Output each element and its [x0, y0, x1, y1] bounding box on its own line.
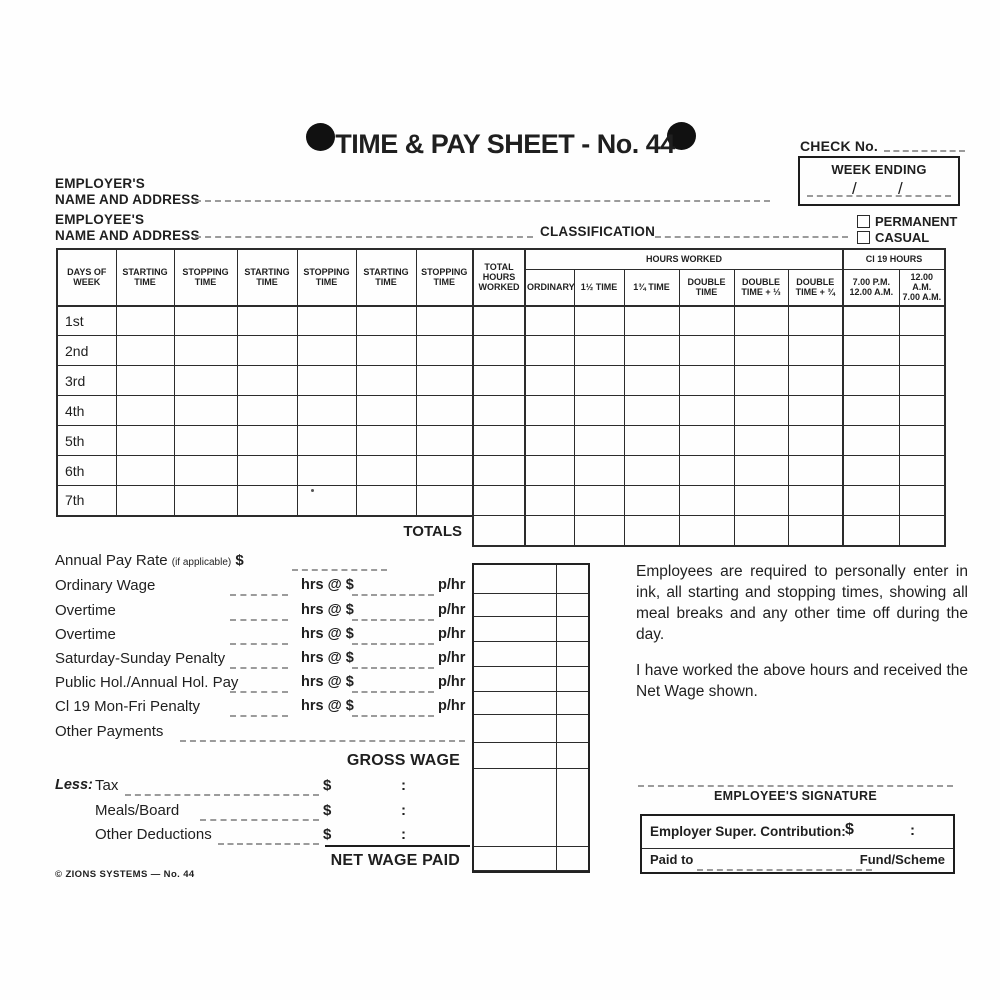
col-stopping-time: STOPPING TIME	[174, 249, 237, 306]
permanent-label: PERMANENT	[875, 214, 958, 229]
time-entry-cell[interactable]	[788, 306, 843, 336]
cents-colon: :	[401, 802, 406, 819]
group-hours-worked: HOURS WORKED	[525, 249, 843, 269]
time-entry-cell[interactable]	[473, 456, 525, 486]
time-entry-cell[interactable]	[116, 456, 174, 486]
rate-field[interactable]	[352, 665, 434, 669]
annual-pay-rate-field[interactable]	[292, 567, 387, 571]
time-entry-cell[interactable]	[174, 336, 237, 366]
dollar-sign: $	[323, 777, 332, 794]
hours-field[interactable]	[230, 713, 288, 717]
notice-text	[636, 561, 968, 717]
other-payments-field[interactable]	[180, 738, 465, 742]
time-entry-cell[interactable]	[416, 306, 473, 336]
day-label: 7th	[57, 486, 116, 516]
col-starting-time: STARTING TIME	[116, 249, 174, 306]
time-entry-cell[interactable]	[473, 396, 525, 426]
form-title: TIME & PAY SHEET - No. 44	[335, 129, 675, 159]
col-days-of-week: DAYS OF WEEK	[57, 249, 116, 306]
per-hr-label: p/hr	[438, 577, 466, 593]
totals-cell[interactable]	[734, 516, 788, 546]
timesheet-table	[56, 248, 946, 547]
time-entry-cell[interactable]	[174, 396, 237, 426]
time-entry-cell[interactable]	[473, 426, 525, 456]
day-label: 5th	[57, 426, 116, 456]
check-no-row	[800, 138, 965, 154]
deduction-row-tax	[55, 777, 465, 797]
time-entry-cell[interactable]	[788, 456, 843, 486]
wage-row-ordinary	[55, 577, 465, 597]
time-entry-cell[interactable]	[734, 306, 788, 336]
totals-label: TOTALS	[403, 522, 462, 540]
time-entry-cell[interactable]	[356, 366, 416, 396]
casual-checkbox[interactable]	[857, 231, 870, 244]
cents-colon: :	[401, 826, 406, 843]
week-ending-date-field[interactable]	[807, 195, 951, 197]
other-payments-row	[55, 723, 465, 743]
per-hr-label: p/hr	[438, 626, 466, 642]
rate-field[interactable]	[352, 641, 434, 645]
employer-name-field[interactable]	[195, 198, 770, 202]
col-stopping-time: STOPPING TIME	[416, 249, 473, 306]
wage-row-public-holiday	[55, 674, 465, 694]
rate-field[interactable]	[352, 617, 434, 621]
hrs-at-label: hrs @ $	[301, 650, 354, 666]
time-entry-cell[interactable]	[356, 486, 416, 516]
amounts-grid	[472, 563, 590, 873]
timesheet-row	[57, 396, 945, 426]
time-entry-cell[interactable]	[624, 306, 679, 336]
time-entry-cell[interactable]	[525, 336, 574, 366]
time-entry-cell[interactable]	[679, 426, 734, 456]
meals-board-field[interactable]	[200, 817, 319, 821]
col-cl19-evening: 7.00 P.M. 12.00 A.M.	[843, 269, 899, 306]
super-contribution-box	[640, 814, 955, 874]
check-no-label: CHECK No.	[800, 138, 879, 154]
employee-signature-label: EMPLOYEE'S SIGNATURE	[714, 789, 877, 803]
hrs-at-label: hrs @ $	[301, 577, 354, 593]
time-entry-cell[interactable]	[473, 306, 525, 336]
gross-wage-amount-cell[interactable]	[474, 743, 588, 769]
time-entry-cell[interactable]	[297, 306, 356, 336]
col-starting-time: STARTING TIME	[237, 249, 297, 306]
time-entry-cell[interactable]	[734, 336, 788, 366]
amount-cell[interactable]	[474, 594, 588, 617]
amount-cell[interactable]	[474, 642, 588, 667]
time-entry-cell[interactable]	[297, 396, 356, 426]
time-entry-cell[interactable]	[116, 426, 174, 456]
per-hr-label: p/hr	[438, 602, 466, 618]
col-ordinary: ORDINARY	[525, 269, 574, 306]
time-entry-cell[interactable]	[525, 486, 574, 516]
time-entry-cell[interactable]	[116, 306, 174, 336]
amount-cell[interactable]	[474, 667, 588, 692]
wage-label: Ordinary Wage	[55, 577, 156, 594]
time-entry-cell[interactable]	[416, 486, 473, 516]
totals-cell[interactable]	[788, 516, 843, 546]
time-entry-cell[interactable]	[356, 426, 416, 456]
deduction-label: Meals/Board	[95, 802, 180, 819]
time-entry-cell[interactable]	[174, 456, 237, 486]
rate-field[interactable]	[352, 689, 434, 693]
time-entry-cell[interactable]	[574, 306, 624, 336]
time-entry-cell[interactable]	[297, 426, 356, 456]
permanent-option	[857, 214, 957, 229]
time-entry-cell[interactable]	[899, 336, 945, 366]
time-entry-cell[interactable]	[297, 456, 356, 486]
time-entry-cell[interactable]	[734, 426, 788, 456]
time-entry-cell[interactable]	[734, 366, 788, 396]
hrs-at-label: hrs @ $	[301, 626, 354, 642]
wage-label: Saturday-Sunday Penalty	[55, 650, 226, 667]
hrs-at-label: hrs @ $	[301, 674, 354, 690]
time-entry-cell[interactable]	[473, 336, 525, 366]
notice-para-1: Employees are required to personally enter in ink, all starting and stopping times, showing all meal breaks and any other time off during the day.	[636, 563, 968, 644]
time-entry-cell[interactable]	[574, 366, 624, 396]
time-entry-cell[interactable]	[574, 426, 624, 456]
time-entry-cell[interactable]	[525, 396, 574, 426]
time-entry-cell[interactable]	[473, 366, 525, 396]
time-entry-cell[interactable]	[899, 486, 945, 516]
time-entry-cell[interactable]	[788, 396, 843, 426]
col-1threequarter-time: 1¾ TIME	[624, 269, 679, 306]
time-entry-cell[interactable]	[356, 336, 416, 366]
dollar-sign: $	[235, 552, 244, 569]
time-entry-cell[interactable]	[237, 486, 297, 516]
timesheet-row	[57, 486, 945, 516]
time-entry-cell[interactable]	[843, 426, 899, 456]
wage-row-overtime2	[55, 626, 465, 646]
time-entry-cell[interactable]	[174, 486, 237, 516]
time-entry-cell[interactable]	[574, 486, 624, 516]
paid-to-label: Paid to	[650, 852, 694, 867]
if-applicable-note: (if applicable)	[171, 557, 232, 568]
time-entry-cell[interactable]	[899, 306, 945, 336]
hrs-at-label: hrs @ $	[301, 602, 354, 618]
deduction-label: Other Deductions	[95, 826, 212, 843]
wage-row-satsun-penalty	[55, 650, 465, 670]
time-entry-cell[interactable]	[116, 486, 174, 516]
time-entry-cell[interactable]	[297, 336, 356, 366]
time-entry-cell[interactable]	[899, 396, 945, 426]
deductions-amount-cell[interactable]	[474, 769, 588, 847]
hours-field[interactable]	[230, 665, 288, 669]
wage-row-overtime1	[55, 602, 465, 622]
time-entry-cell[interactable]	[843, 456, 899, 486]
wage-label: Overtime	[55, 626, 116, 643]
time-entry-cell[interactable]	[624, 426, 679, 456]
time-entry-cell[interactable]	[624, 486, 679, 516]
time-entry-cell[interactable]	[843, 366, 899, 396]
totals-cell[interactable]	[679, 516, 734, 546]
time-entry-cell[interactable]	[525, 366, 574, 396]
col-double-time: DOUBLE TIME	[679, 269, 734, 306]
rate-field[interactable]	[352, 592, 434, 596]
hours-field[interactable]	[230, 617, 288, 621]
totals-cell[interactable]	[624, 516, 679, 546]
time-entry-cell[interactable]	[574, 396, 624, 426]
time-entry-cell[interactable]	[679, 336, 734, 366]
employer-label: EMPLOYER'S NAME AND ADDRESS	[55, 176, 200, 208]
amount-cell[interactable]	[474, 715, 588, 743]
fund-scheme-label: Fund/Scheme	[859, 852, 945, 867]
classification-label: CLASSIFICATION	[540, 224, 656, 239]
time-entry-cell[interactable]	[116, 366, 174, 396]
classification-field[interactable]	[655, 234, 848, 238]
time-entry-cell[interactable]	[525, 426, 574, 456]
col-total-hours-worked: TOTAL HOURS WORKED	[473, 249, 525, 306]
less-label: Less:	[55, 777, 93, 793]
time-entry-cell[interactable]	[416, 366, 473, 396]
day-label: 6th	[57, 456, 116, 486]
employee-signature-field[interactable]	[638, 783, 953, 787]
timesheet-row	[57, 366, 945, 396]
time-entry-cell[interactable]	[624, 366, 679, 396]
totals-cell[interactable]	[843, 516, 899, 546]
cents-colon: :	[910, 822, 915, 839]
deduction-row-meals	[55, 802, 465, 822]
day-label: 1st	[57, 306, 116, 336]
group-cl19-hours: Cl 19 HOURS	[843, 249, 945, 269]
time-entry-cell[interactable]	[116, 336, 174, 366]
super-contribution-label: Employer Super. Contribution:	[650, 824, 846, 839]
time-entry-cell[interactable]	[574, 456, 624, 486]
time-entry-cell[interactable]	[237, 366, 297, 396]
time-entry-cell[interactable]	[624, 456, 679, 486]
day-label: 3rd	[57, 366, 116, 396]
rate-field[interactable]	[352, 713, 434, 717]
per-hr-label: p/hr	[438, 698, 466, 714]
cents-colon: :	[401, 777, 406, 794]
hours-field[interactable]	[230, 592, 288, 596]
time-entry-cell[interactable]	[416, 456, 473, 486]
day-label: 4th	[57, 396, 116, 426]
time-entry-cell[interactable]	[416, 426, 473, 456]
hours-field[interactable]	[230, 689, 288, 693]
permanent-checkbox[interactable]	[857, 215, 870, 228]
col-double-time-third: DOUBLE TIME + ⅓	[734, 269, 788, 306]
totals-total-hours-cell[interactable]	[473, 516, 525, 546]
net-wage-amount-cell[interactable]	[474, 847, 588, 871]
time-entry-cell[interactable]	[843, 336, 899, 366]
time-entry-cell[interactable]	[843, 306, 899, 336]
per-hr-label: p/hr	[438, 674, 466, 690]
dollar-sign: $	[323, 802, 332, 819]
time-entry-cell[interactable]	[174, 426, 237, 456]
deduction-label: Tax	[95, 777, 119, 794]
time-entry-cell[interactable]	[734, 456, 788, 486]
col-starting-time: STARTING TIME	[356, 249, 416, 306]
time-entry-cell[interactable]	[574, 336, 624, 366]
employee-name-field[interactable]	[195, 234, 533, 238]
dollar-sign: $	[323, 826, 332, 843]
date-slash: /	[852, 179, 857, 198]
time-entry-cell[interactable]	[416, 396, 473, 426]
casual-option	[857, 230, 929, 245]
time-entry-cell[interactable]	[679, 306, 734, 336]
timesheet-row	[57, 426, 945, 456]
per-hr-label: p/hr	[438, 650, 466, 666]
time-entry-cell[interactable]	[679, 486, 734, 516]
time-entry-cell[interactable]	[297, 486, 356, 516]
annual-pay-rate-row	[55, 552, 465, 572]
totals-cell[interactable]	[899, 516, 945, 546]
super-contribution-row	[642, 816, 953, 849]
time-entry-cell[interactable]	[899, 456, 945, 486]
time-entry-cell[interactable]	[788, 426, 843, 456]
amount-cell[interactable]	[474, 692, 588, 715]
col-stopping-time: STOPPING TIME	[297, 249, 356, 306]
week-ending-box	[798, 156, 960, 206]
dollar-sign: $	[845, 821, 854, 838]
time-entry-cell[interactable]	[734, 486, 788, 516]
time-entry-cell[interactable]	[679, 456, 734, 486]
time-entry-cell[interactable]	[356, 306, 416, 336]
time-entry-cell[interactable]	[116, 396, 174, 426]
amount-cell[interactable]	[474, 617, 588, 642]
punch-hole-left-icon	[306, 123, 335, 151]
totals-cell[interactable]	[525, 516, 574, 546]
timesheet-row	[57, 306, 945, 336]
annual-pay-rate-label: Annual Pay Rate	[55, 552, 168, 569]
time-entry-cell[interactable]	[843, 396, 899, 426]
time-entry-cell[interactable]	[174, 366, 237, 396]
wage-label: Public Hol./Annual Hol. Pay	[55, 674, 239, 691]
col-cl19-night: 12.00 A.M. 7.00 A.M.	[899, 269, 945, 306]
date-slash: /	[898, 179, 903, 198]
time-entry-cell[interactable]	[899, 426, 945, 456]
ink-dot-artifact	[311, 489, 314, 492]
notice-para-2: I have worked the above hours and received the Net Wage shown.	[636, 662, 968, 701]
time-entry-cell[interactable]	[525, 456, 574, 486]
time-entry-cell[interactable]	[174, 306, 237, 336]
paid-to-row	[642, 849, 953, 872]
hours-field[interactable]	[230, 641, 288, 645]
employee-label: EMPLOYEE'S NAME AND ADDRESS	[55, 212, 200, 244]
time-entry-cell[interactable]	[356, 456, 416, 486]
wage-label: Overtime	[55, 602, 116, 619]
totals-row	[57, 516, 945, 546]
time-entry-cell[interactable]	[624, 336, 679, 366]
net-wage-rule	[325, 845, 470, 847]
check-no-field[interactable]	[884, 148, 965, 152]
time-entry-cell[interactable]	[788, 486, 843, 516]
time-entry-cell[interactable]	[679, 366, 734, 396]
time-entry-cell[interactable]	[624, 396, 679, 426]
time-entry-cell[interactable]	[843, 486, 899, 516]
col-1half-time: 1½ TIME	[574, 269, 624, 306]
time-entry-cell[interactable]	[237, 336, 297, 366]
week-ending-label: WEEK ENDING	[831, 162, 927, 177]
tax-field[interactable]	[125, 792, 319, 796]
amount-cell[interactable]	[474, 565, 588, 594]
time-entry-cell[interactable]	[679, 396, 734, 426]
time-entry-cell[interactable]	[734, 396, 788, 426]
net-wage-paid-label: NET WAGE PAID	[330, 852, 460, 869]
time-entry-cell[interactable]	[237, 426, 297, 456]
col-double-time-threequarter: DOUBLE TIME + ¾	[788, 269, 843, 306]
time-entry-cell[interactable]	[237, 306, 297, 336]
timesheet-row	[57, 456, 945, 486]
time-entry-cell[interactable]	[237, 396, 297, 426]
deduction-row-other	[55, 826, 465, 846]
copyright-note: © ZIONS SYSTEMS — No. 44	[55, 869, 195, 880]
time-entry-cell[interactable]	[297, 366, 356, 396]
casual-label: CASUAL	[875, 230, 930, 245]
totals-cell[interactable]	[574, 516, 624, 546]
gross-wage-label: GROSS WAGE	[346, 752, 460, 769]
hrs-at-label: hrs @ $	[301, 698, 354, 714]
other-deductions-field[interactable]	[218, 841, 319, 845]
paid-to-field[interactable]	[697, 867, 872, 871]
wage-row-cl19-penalty	[55, 698, 465, 718]
wage-label: Cl 19 Mon-Fri Penalty	[55, 698, 201, 715]
time-entry-cell[interactable]	[788, 366, 843, 396]
time-entry-cell[interactable]	[899, 366, 945, 396]
timesheet-body	[57, 306, 945, 516]
time-entry-cell[interactable]	[473, 486, 525, 516]
other-payments-label: Other Payments	[55, 723, 164, 740]
timesheet-row	[57, 336, 945, 366]
time-entry-cell[interactable]	[525, 306, 574, 336]
day-label: 2nd	[57, 336, 116, 366]
cents-divider	[556, 565, 557, 871]
time-entry-cell[interactable]	[788, 336, 843, 366]
time-entry-cell[interactable]	[416, 336, 473, 366]
time-entry-cell[interactable]	[356, 396, 416, 426]
time-entry-cell[interactable]	[237, 456, 297, 486]
